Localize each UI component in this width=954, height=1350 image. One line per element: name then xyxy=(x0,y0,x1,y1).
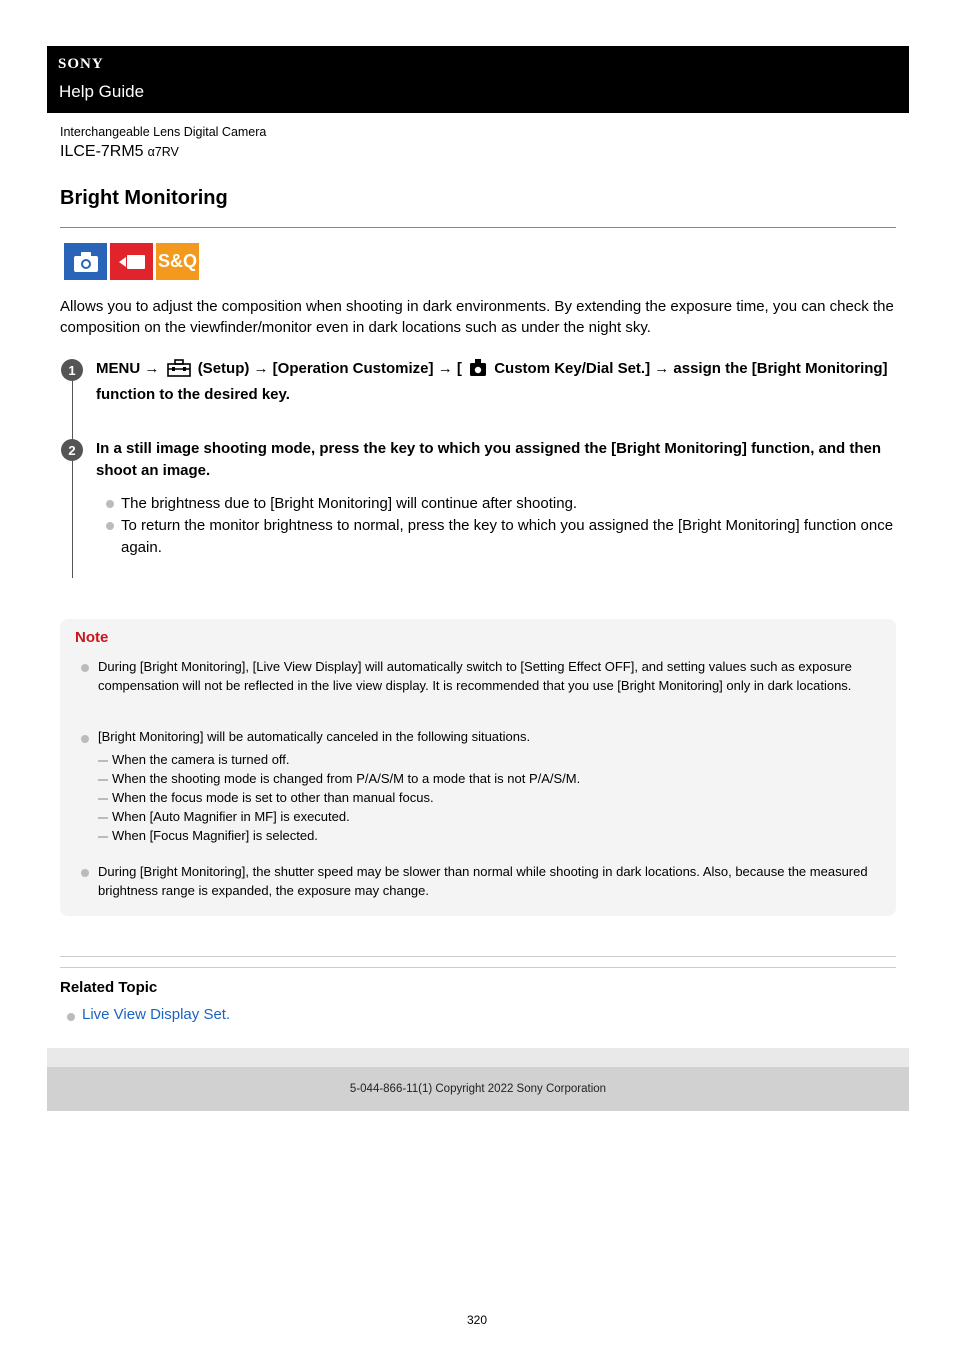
step-1-menu: MENU → xyxy=(96,360,160,377)
list-item: When the camera is turned off. xyxy=(98,750,868,769)
note-item-3: During [Bright Monitoring], the shutter speed may be slower than normal while shooting in dark locations. Also, because the measured brightness range is expanded, the exposure may change. xyxy=(98,864,868,898)
step-connector-line xyxy=(72,372,73,578)
still-camera-custom-icon xyxy=(469,357,487,384)
header-bar xyxy=(47,46,909,113)
mode-icons xyxy=(64,243,199,280)
footer: 5-044-866-11(1) Copyright 2022 Sony Corporation xyxy=(47,1067,909,1111)
model-alt-name: α7RV xyxy=(147,145,179,159)
note-item-2-text: [Bright Monitoring] will be automatically canceled in the following situations. xyxy=(98,729,531,744)
setup-toolbox-icon xyxy=(167,359,191,384)
bullet-dot-icon xyxy=(67,1013,75,1021)
bullet-dot-icon xyxy=(81,869,89,877)
step-1-setup-path: (Setup) → [Operation Customize] → [ xyxy=(197,360,462,377)
list-item: When [Focus Magnifier] is selected. xyxy=(98,826,868,845)
product-subtitle: Interchangeable Lens Digital Camera xyxy=(60,125,267,139)
note-heading: Note xyxy=(75,629,109,646)
note-item-2 xyxy=(98,727,868,845)
dash-icon xyxy=(98,760,108,762)
page-title: Bright Monitoring xyxy=(60,187,228,209)
related-topic-item xyxy=(67,1006,230,1023)
model-name: ILCE-7RM5 xyxy=(60,143,144,160)
bullet-dot-icon xyxy=(106,500,114,508)
intro-text: Allows you to adjust the composition when shooting in dark environments. By extending the exposure time, you can check the composition on the viewfinder/monitor even in dark locations such as under the night sky. xyxy=(60,298,894,336)
related-link-live-view-display-set[interactable]: Live View Display Set. xyxy=(82,1006,231,1023)
note-item-1: During [Bright Monitoring], [Live View Display] will automatically switch to [Setting Effect OFF], and setting values such as exposure compensation will not be reflected in the live view display. It is recommended that you use [Bright Monitoring] only in dark locations. xyxy=(98,659,852,693)
product-model xyxy=(60,143,179,161)
still-image-mode-icon xyxy=(64,243,107,280)
dash-icon xyxy=(98,836,108,838)
section-divider xyxy=(60,967,896,968)
list-item: When the focus mode is set to other than manual focus. xyxy=(98,788,868,807)
bullet-dot-icon xyxy=(81,735,89,743)
title-divider xyxy=(60,227,896,228)
step-1-text xyxy=(96,357,896,406)
footer-band xyxy=(47,1048,909,1067)
note-box xyxy=(60,619,896,916)
list-item: To return the monitor brightness to normal, press the key to which you assigned the [Bright Monitoring] function once again. xyxy=(104,515,896,559)
list-item: When the shooting mode is changed from P/A/S/M to a mode that is not P/A/S/M. xyxy=(98,769,868,788)
page-number: 320 xyxy=(466,1313,488,1327)
step-number-1: 1 xyxy=(61,359,83,381)
step-2-bullets xyxy=(104,493,896,559)
bullet-dot-icon xyxy=(106,522,114,530)
dash-icon xyxy=(98,798,108,800)
step-2-text: In a still image shooting mode, press the key to which you assigned the [Bright Monitoring] function, and then shoot an image. xyxy=(96,440,882,479)
movie-mode-icon xyxy=(110,243,153,280)
help-guide-label: Help Guide xyxy=(59,82,145,101)
related-topic-heading: Related Topic xyxy=(60,979,158,996)
sony-logo: SONY xyxy=(58,56,104,72)
step-1-custom-key: Custom Key/Dial Set.] → assign the [Bright Monitoring] function to the desired key. xyxy=(96,360,888,403)
sq-mode-icon: S&Q xyxy=(156,243,199,280)
note-sub-list xyxy=(98,750,868,845)
section-divider xyxy=(60,956,896,957)
step-number-2: 2 xyxy=(61,439,83,461)
dash-icon xyxy=(98,779,108,781)
list-item: When [Auto Magnifier in MF] is executed. xyxy=(98,807,868,826)
dash-icon xyxy=(98,817,108,819)
bullet-dot-icon xyxy=(81,664,89,672)
list-item: The brightness due to [Bright Monitoring] will continue after shooting. xyxy=(104,493,896,515)
